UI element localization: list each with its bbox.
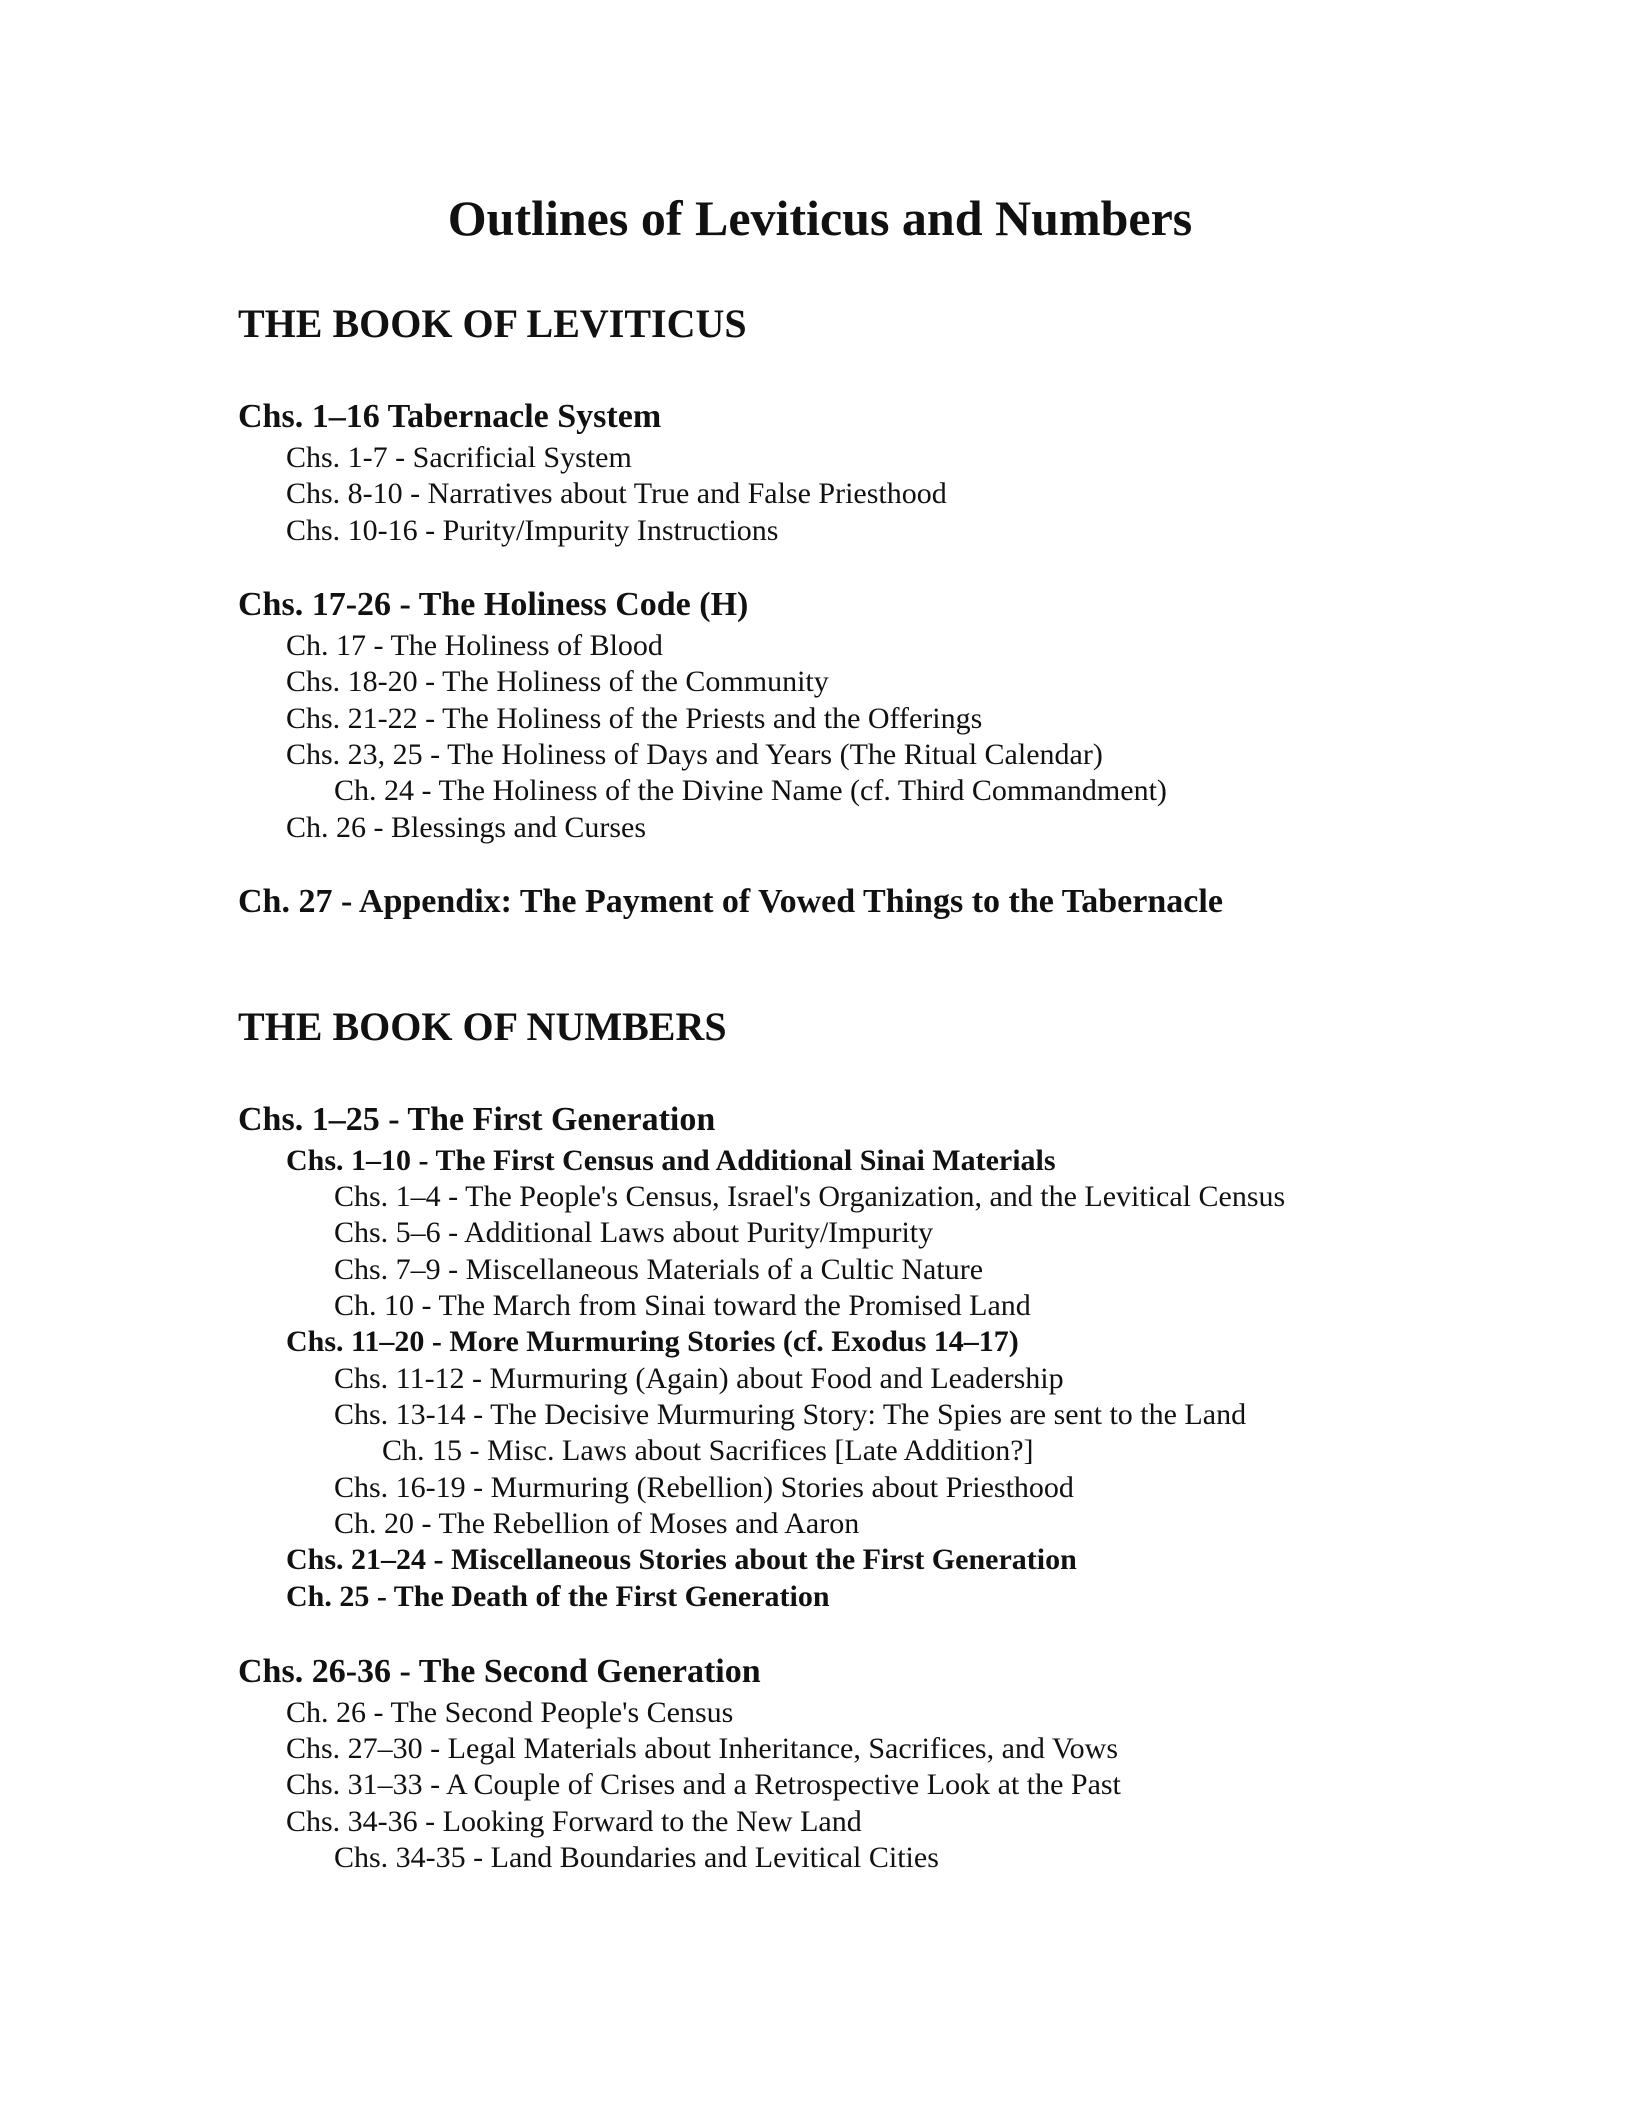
outline-item: Ch. 10 - The March from Sinai toward the Promised Land xyxy=(334,1289,1031,1322)
outline-item: Chs. 10-16 - Purity/Impurity Instructions xyxy=(286,514,779,547)
outline-item: Chs. 7–9 - Miscellaneous Materials of a Cultic Nature xyxy=(334,1253,984,1286)
outline-item: Chs. 34-35 - Land Boundaries and Levitical Cities xyxy=(334,1841,939,1874)
outline-item: Chs. 1–4 - The People's Census, Israel's Organization, and the Levitical Census xyxy=(334,1180,1286,1213)
outline-item: Chs. 34-36 - Looking Forward to the New Land xyxy=(286,1805,862,1838)
leviticus-section-2-heading: Chs. 17-26 - The Holiness Code (H) xyxy=(238,586,749,623)
outline-item: Ch. 26 - Blessings and Curses xyxy=(286,811,646,844)
outline-item: Ch. 20 - The Rebellion of Moses and Aaron xyxy=(334,1507,860,1540)
outline-item: Chs. 16-19 - Murmuring (Rebellion) Stories about Priesthood xyxy=(334,1471,1074,1504)
outline-item: Ch. 24 - The Holiness of the Divine Name (cf. Third Commandment) xyxy=(334,774,1167,807)
outline-subheading: Chs. 1–10 - The First Census and Additional Sinai Materials xyxy=(286,1144,1056,1177)
outline-item: Ch. 26 - The Second People's Census xyxy=(286,1696,734,1729)
numbers-heading: THE BOOK OF NUMBERS xyxy=(238,1004,727,1049)
outline-item: Chs. 11-12 - Murmuring (Again) about Food and Leadership xyxy=(334,1362,1064,1395)
leviticus-section-1-heading: Chs. 1–16 Tabernacle System xyxy=(238,398,662,435)
numbers-section-2-heading: Chs. 26-36 - The Second Generation xyxy=(238,1653,761,1690)
outline-item: Ch. 15 - Misc. Laws about Sacrifices [Late Addition?] xyxy=(382,1434,1034,1467)
outline-item: Chs. 5–6 - Additional Laws about Purity/Impurity xyxy=(334,1216,934,1249)
outline-item: Chs. 13-14 - The Decisive Murmuring Story: The Spies are sent to the Land xyxy=(334,1398,1247,1431)
outline-item: Chs. 1-7 - Sacrificial System xyxy=(286,441,632,474)
leviticus-section-3-heading: Ch. 27 - Appendix: The Payment of Vowed Things to the Tabernacle xyxy=(238,883,1223,920)
page-title: Outlines of Leviticus and Numbers xyxy=(447,190,1193,246)
outline-item: Chs. 23, 25 - The Holiness of Days and Years (The Ritual Calendar) xyxy=(286,738,1103,771)
outline-item: Chs. 31–33 - A Couple of Crises and a Retrospective Look at the Past xyxy=(286,1768,1121,1801)
numbers-section-1-heading: Chs. 1–25 - The First Generation xyxy=(238,1101,716,1138)
outline-subheading: Chs. 21–24 - Miscellaneous Stories about the First Generation xyxy=(286,1543,1077,1576)
outline-item: Chs. 18-20 - The Holiness of the Community xyxy=(286,665,829,698)
leviticus-heading: THE BOOK OF LEVITICUS xyxy=(238,301,747,346)
outline-subheading: Ch. 25 - The Death of the First Generation xyxy=(286,1580,830,1613)
outline-subheading: Chs. 11–20 - More Murmuring Stories (cf. Exodus 14–17) xyxy=(286,1325,1019,1358)
outline-item: Ch. 17 - The Holiness of Blood xyxy=(286,629,663,662)
outline-item: Chs. 21-22 - The Holiness of the Priests and the Offerings xyxy=(286,702,983,735)
outline-item: Chs. 8-10 - Narratives about True and False Priesthood xyxy=(286,477,947,510)
outline-item: Chs. 27–30 - Legal Materials about Inheritance, Sacrifices, and Vows xyxy=(286,1732,1119,1765)
